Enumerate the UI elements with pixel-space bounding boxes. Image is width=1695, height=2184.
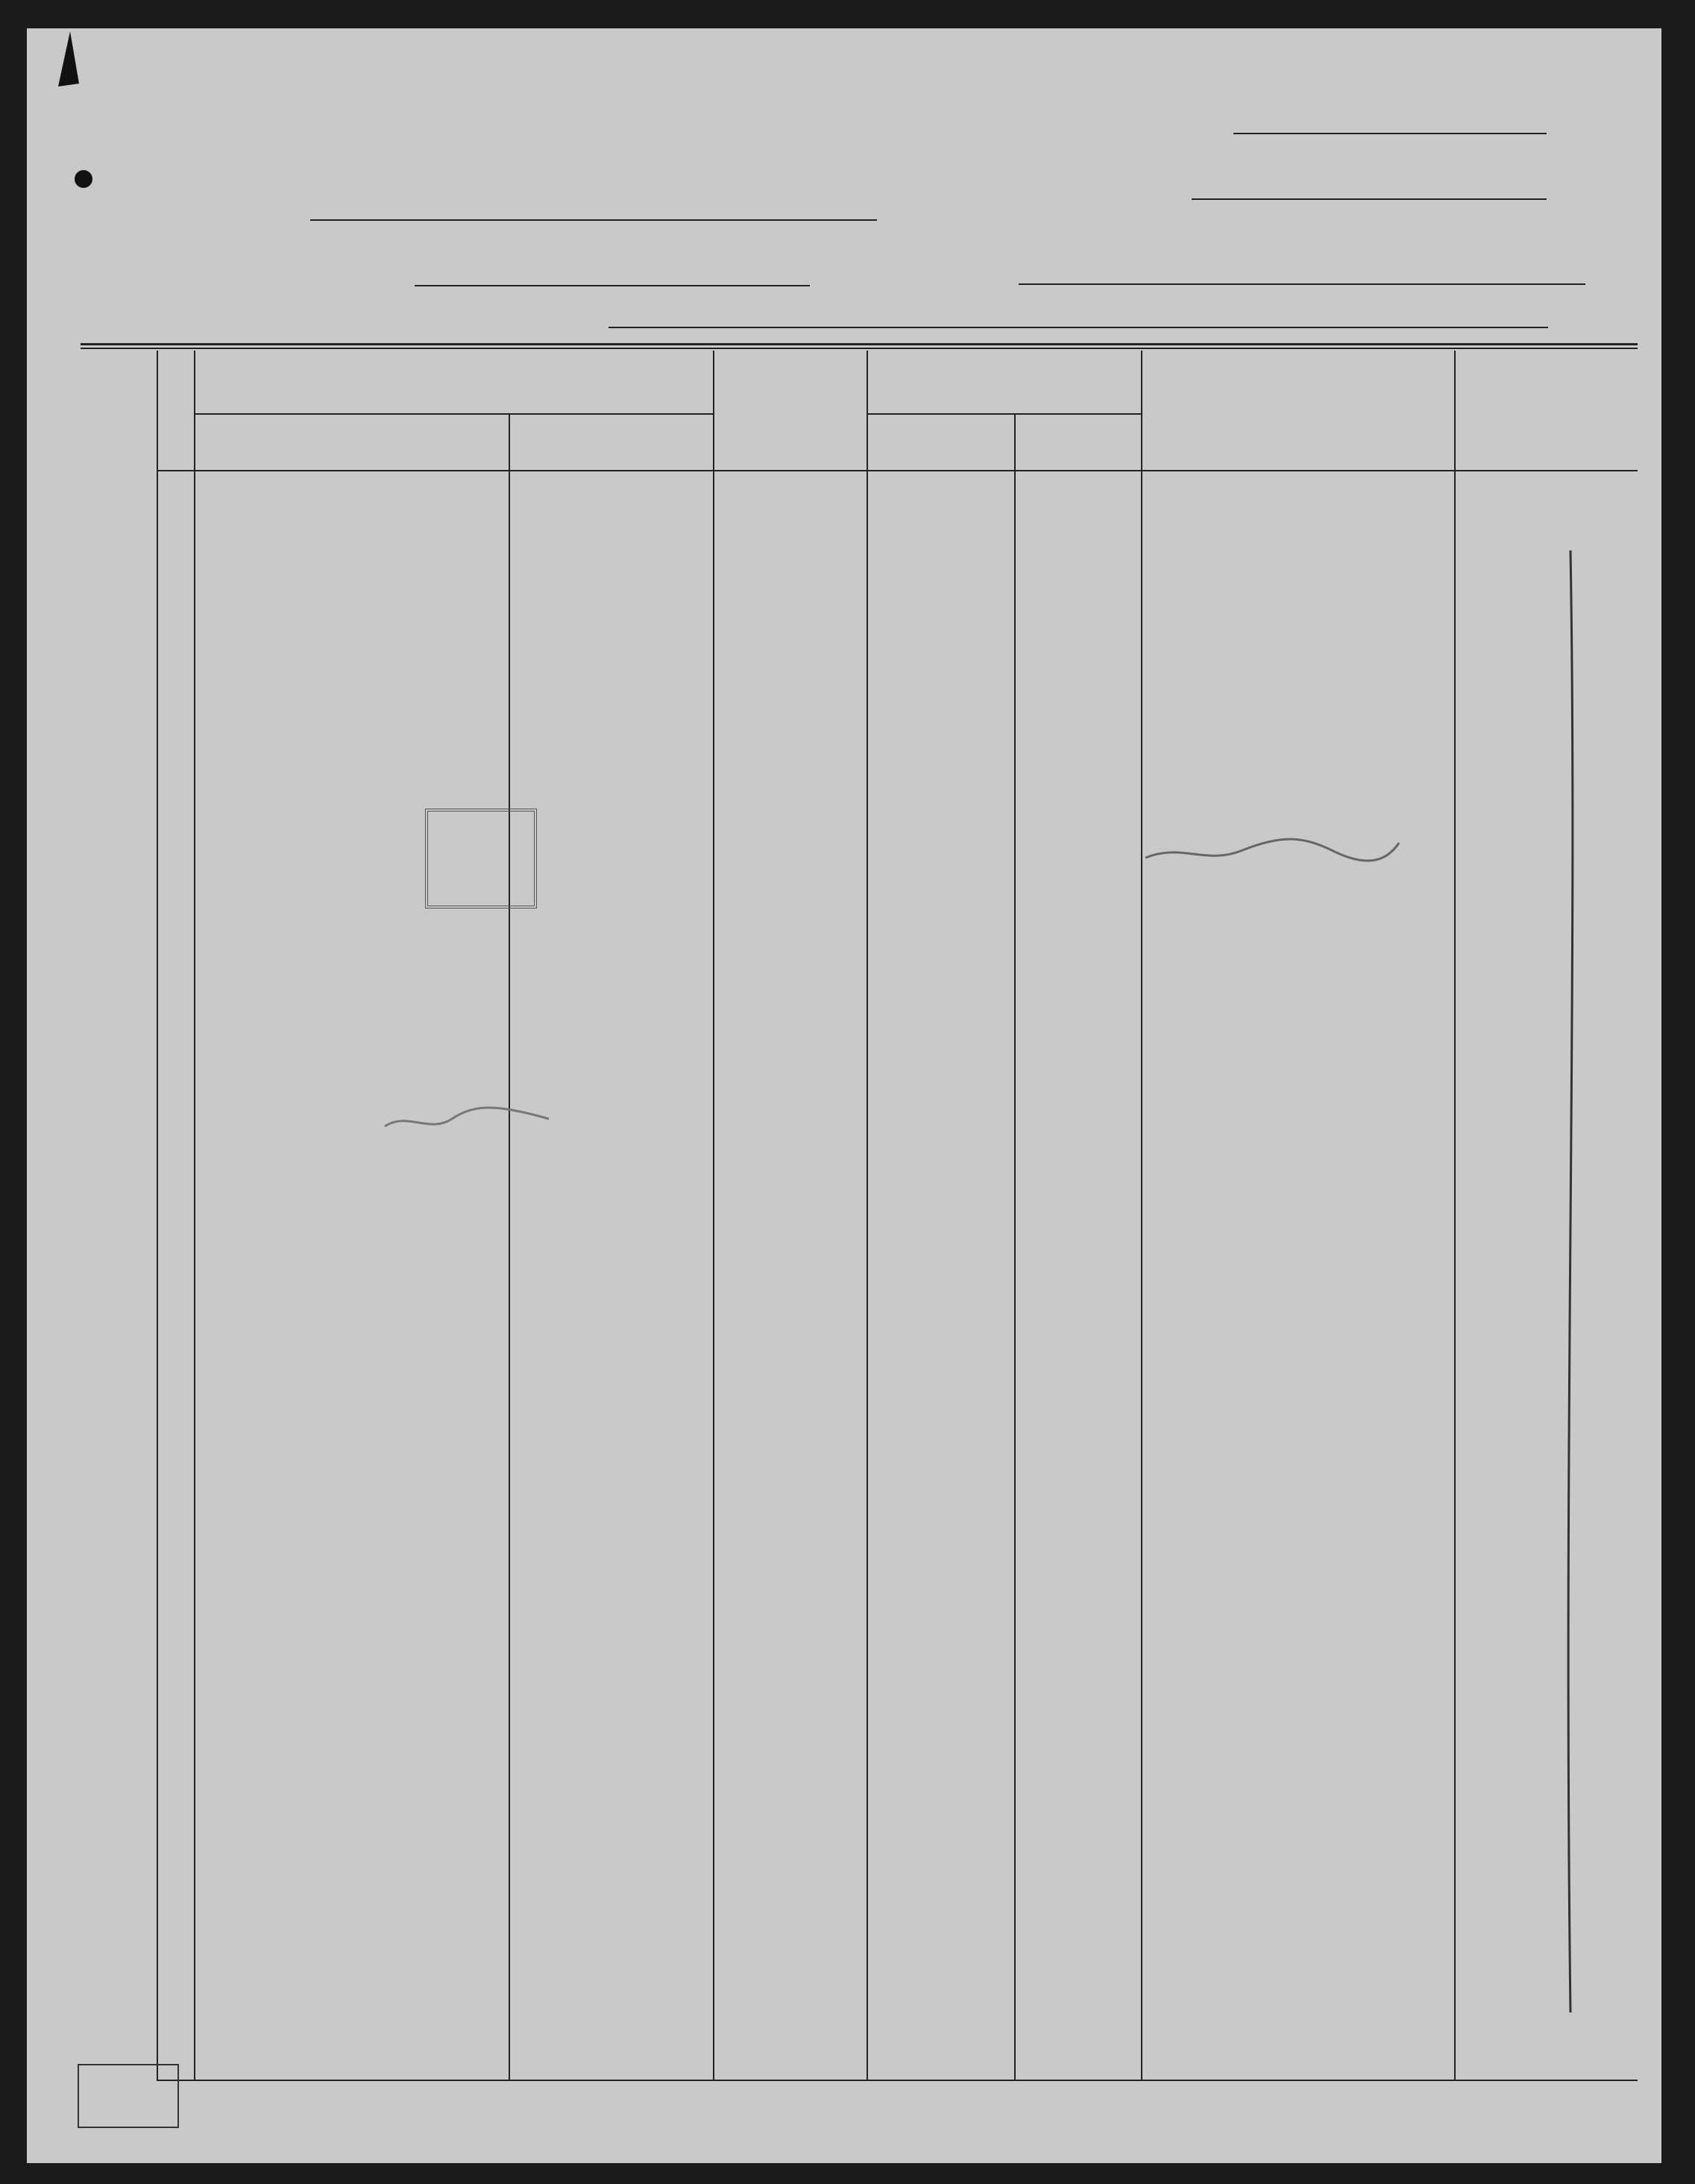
date-line bbox=[415, 285, 810, 286]
table-top-rule bbox=[81, 343, 1638, 345]
col-rule-4 bbox=[867, 351, 868, 2081]
col-rule-2 bbox=[509, 413, 510, 2081]
date-departed-line bbox=[1116, 327, 1548, 328]
ink-blot-mark bbox=[54, 31, 89, 92]
punch-hole-mark bbox=[75, 170, 92, 188]
col-rule-0 bbox=[157, 351, 158, 2081]
class-line bbox=[1192, 198, 1547, 200]
crew-list-document bbox=[27, 28, 1661, 2163]
total-box bbox=[78, 2064, 179, 2128]
col-rule-1 bbox=[194, 351, 195, 2081]
carrier-line bbox=[310, 219, 877, 221]
name-header-rule bbox=[194, 413, 713, 415]
table-bottom-rule bbox=[157, 2080, 1638, 2081]
table-top-rule-2 bbox=[81, 348, 1638, 349]
col-rule-7 bbox=[1454, 351, 1456, 2081]
ship-stamp bbox=[425, 809, 537, 909]
crew-header-rule bbox=[867, 413, 1141, 415]
col-rule-5 bbox=[1014, 413, 1016, 2081]
col-rule-6 bbox=[1141, 351, 1142, 2081]
signature-scribble bbox=[1138, 820, 1406, 873]
last-port-line bbox=[608, 327, 1116, 328]
header-bottom-rule bbox=[157, 470, 1638, 471]
annotation-bracket-line bbox=[1481, 536, 1585, 2027]
port-line bbox=[1019, 283, 1585, 285]
sheet-line bbox=[1233, 133, 1547, 134]
signature-scribble-2 bbox=[377, 1096, 556, 1141]
col-rule-3 bbox=[713, 351, 714, 2081]
